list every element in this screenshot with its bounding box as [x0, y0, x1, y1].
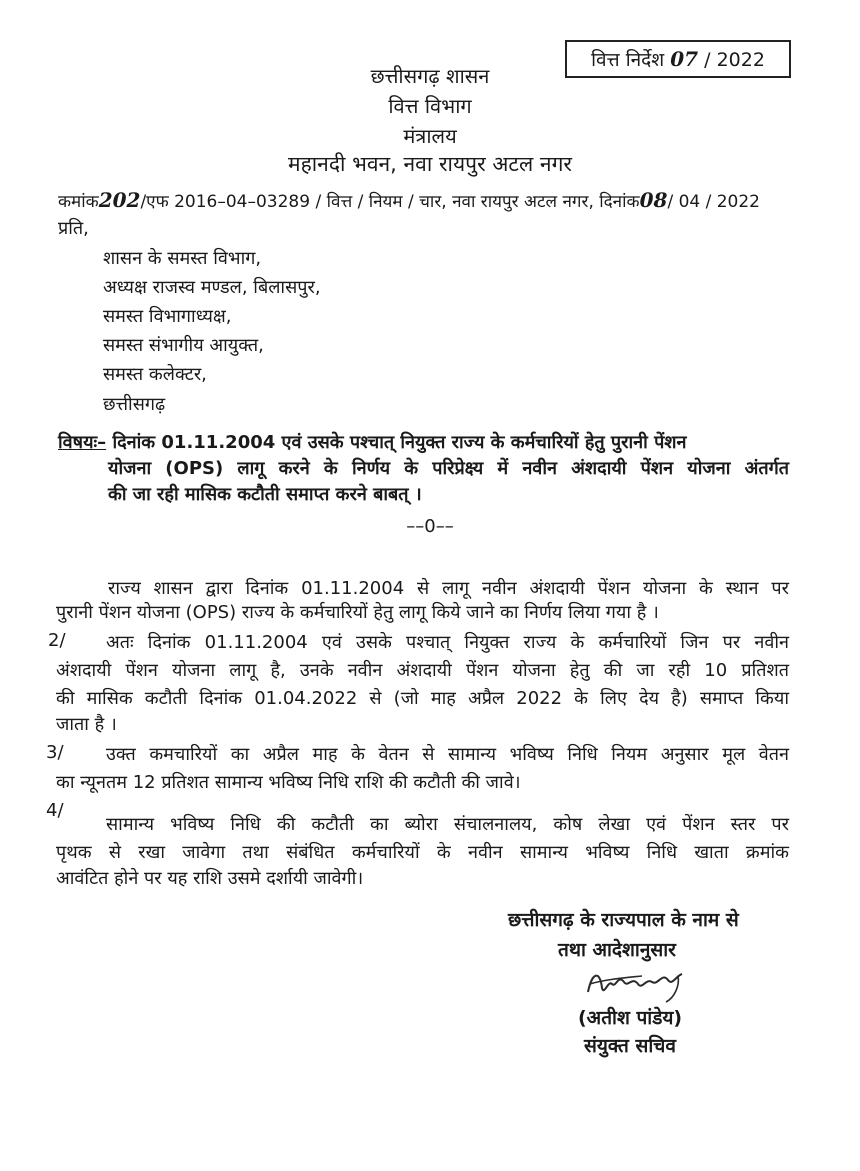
- addressee-item: छत्तीसगढ़: [103, 394, 166, 415]
- para2-line-3: की मासिक कटौती दिनांक 01.04.2022 से (जो माह अप्रैल 2022 के लिए देय है) समाप्त किया: [56, 688, 789, 709]
- para3-number: 3/: [46, 742, 64, 763]
- directive-number-handwritten: 07: [670, 47, 699, 71]
- para2-line-2: अंशदायी पेंशन योजना लागू है, उनके नवीन अंशदायी पेंशन योजना हेतु की जा रही 10 प्रतिशत: [56, 660, 789, 681]
- signatory-name: (अतीश पांडेय): [578, 1007, 683, 1029]
- directive-year: / 2022: [704, 49, 765, 71]
- subject-label: विषयः–: [58, 432, 107, 453]
- reference-middle: /एफ 2016–04–03289 / वित्त / नियम / चार, नवा रायपुर अटल नगर, दिनांक: [140, 192, 640, 212]
- subject-line-1: [58, 430, 789, 454]
- addressee-item: समस्त विभागाध्यक्ष,: [103, 306, 232, 327]
- signature: [582, 962, 692, 1004]
- separator: ––0––: [406, 516, 454, 537]
- addressee-item: शासन के समस्त विभाग,: [103, 248, 262, 269]
- para4-line-1: सामान्य भविष्य निधि की कटौती का ब्योरा संचालनालय, कोष लेखा एवं पेंशन स्तर पर: [106, 814, 789, 835]
- addressee-item: समस्त कलेक्टर,: [103, 364, 207, 385]
- para1-line-1: राज्य शासन द्वारा दिनांक 01.11.2004 से लागू नवीन अंशदायी पेंशन योजना के स्थान पर: [108, 578, 789, 599]
- reference-line: [58, 188, 760, 212]
- para4-line-3: आवंटित होने पर यह राशि उसमे दर्शायी जावेगी।: [56, 868, 364, 889]
- addressee-item: समस्त संभागीय आयुक्त,: [103, 335, 264, 356]
- reference-suffix: / 04 / 2022: [667, 192, 760, 212]
- para2-line-4: जाता है ।: [56, 714, 117, 735]
- signatory-designation: संयुक्त सचिव: [584, 1035, 676, 1057]
- subject-line-2: योजना (OPS) लागू करने के निर्णय के परिप्रेक्ष्य में नवीन अंशदायी पेंशन योजना अंतर्गत: [108, 458, 789, 479]
- to-label: प्रति,: [58, 218, 89, 239]
- para2-number: 2/: [48, 630, 66, 651]
- closing-line-2: तथा आदेशानुसार: [558, 939, 676, 961]
- para4-number: 4/: [46, 800, 64, 821]
- header-government: छत्तीसगढ़ शासन: [370, 64, 490, 88]
- header-ministry: मंत्रालय: [403, 124, 457, 148]
- closing-line-1: छत्तीसगढ़ के राज्यपाल के नाम से: [508, 909, 739, 931]
- reference-prefix: कमांक: [58, 192, 99, 212]
- subject-line-3: की जा रही मासिक कटौती समाप्त करने बाबत् ।: [108, 484, 422, 505]
- header-address: महानदी भवन, नवा रायपुर अटल नगर: [288, 152, 572, 176]
- para1-line-2: पुरानी पेंशन योजना (OPS) राज्य के कर्मचारियों हेतु लागू किये जाने का निर्णय लिया गया है ।: [56, 602, 659, 623]
- addressee-item: अध्यक्ष राजस्व मण्डल, बिलासपुर,: [103, 277, 321, 298]
- para4-line-2: पृथक से रखा जावेगा तथा संबंधित कर्मचारियों के नवीन सामान्य भविष्य निधि खाता क्रमांक: [56, 842, 789, 863]
- reference-day-handwritten: 08: [639, 188, 668, 212]
- directive-prefix: वित्त निर्देश: [591, 49, 665, 71]
- para3-line-1: उक्त कमचारियों का अप्रैल माह के वेतन से सामान्य भविष्य निधि नियम अनुसार मूल वेतन: [106, 744, 789, 765]
- subject-text-1: दिनांक 01.11.2004 एवं उसके पश्चात् नियुक्त राज्य के कर्मचारियों हेतु पुरानी पेंशन: [112, 432, 687, 453]
- reference-number-handwritten: 202: [98, 188, 141, 212]
- header-department: वित्त विभाग: [388, 94, 472, 118]
- para2-line-1: अतः दिनांक 01.11.2004 एवं उसके पश्चात् नियुक्त राज्य के कर्मचारियों जिन पर नवीन: [106, 632, 789, 653]
- para3-line-2: का न्यूनतम 12 प्रतिशत सामान्य भविष्य निधि राशि की कटौती की जावे।: [56, 772, 521, 793]
